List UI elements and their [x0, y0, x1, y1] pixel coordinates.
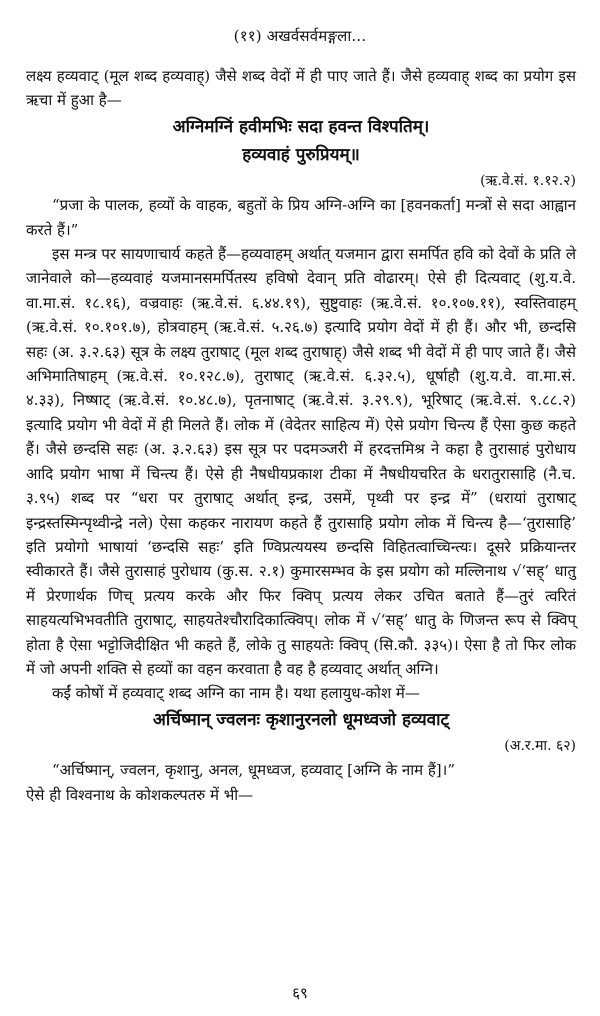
verse-line-2: हव्यवाहं पुरुप्रियम्॥ [242, 144, 360, 165]
page-body [26, 64, 576, 807]
translation-quote: “प्रजा के पालक, हव्यों के वाहक, बहुतों के प्रिय अग्नि-अग्नि का [हवनकर्ता] मन्त्रों से सदा आह्वान करते हैं।” [26, 196, 576, 239]
verse-line-1: अग्निमग्निं हवीमभिः सदा हवन्त विश्पतिम्। [172, 116, 430, 137]
kosha-translation: “अर्चिष्मान्, ज्वलन, कृशानु, अनल, धूमध्वज, हव्यवाट् [अग्नि के नाम हैं]।” [52, 761, 456, 780]
kosha-verse: अर्चिष्मान् ज्वलनः कृशानुरनलो धूमध्वजो हव्यवाट् [152, 709, 450, 730]
kosha-intro: कईं कोषों में हव्यवाट् शब्द अग्नि का नाम है। यथा हलायुध-कोश में— [52, 684, 420, 703]
verse-reference: (ऋ.वे.सं. १.१२.२) [480, 172, 576, 189]
commentary-paragraph: इस मन्त्र पर सायणाचार्य कहते हैं—हव्यवाहम् अर्थात् यजमान द्वारा समर्पित हवि को देवों के प्रति ले जानेवाले को—हव्यवाहं यजमानसमर्पितस्य हविषो देवान् प्रति वोढारम्। ऐसे ही दित्यवाट् (शु.य.वे. वा.मा.सं. १८.१६), वज्रवाहः (ऋ.वे.सं. ६.४४.१९), सुष्टुवाहः (ऋ.वे.सं. १०.१०७.११), स्वस्तिवाहम् (ऋ.वे.सं. १०.१०१.७), होत्रवाहम् (ऋ.वे.सं. ५.२६.७) इत्यादि प्रयोग वेदों में ही हैं। और भी, छन्दसि सहः (अ. ३.२.६३) सूत्र के लक्ष्य तुराषाट् (मूल शब्द तुराषाह्) जैसे शब्द भी वेदों में ही पाए जाते हैं। जैसे अभिमातिषाहम् (ऋ.वे.सं. १०.१२८.७), तुराषाट् (ऋ.वे.सं. ६.३२.५), धूर्षाहौ (शु.य.वे. वा.मा.सं. ४.३३), निष्षाट् (ऋ.वे.सं. १०.४८.७), पृतनाषाट् (ऋ.वे.सं. ३.२९.९), भूरिषाट् (ऋ.वे.सं. ९.८८.२) इत्यादि प्रयोग भी वेदों में ही मिलते हैं। लोक में (वेदेतर साहित्य में) ऐसे प्रयोग चिन्त्य हैं ऐसा कुछ कहते हैं। जैसे छन्दसि सहः (अ. ३.२.६३) इस सूत्र पर पदमञ्जरी में हरदत्तमिश्र ने कहा है तुरासाहं पुरोधाय आदि प्रयोग भाषा में चिन्त्य हैं। ऐसे ही नैषधीयप्रकाश टीका में नैषधीयचरित के धरातुरासाहि (नै.च. ३.९५) शब्द पर “धरा पर तुराषाट् अर्थात् इन्द्र, उसमें, पृथ्वी पर इन्द्र में” (धरायां तुराषाट् इन्द्रस्तस्मिन्पृथ्वीन्द्रे नले) ऐसा कहकर नारायण कहते हैं तुरासाहि प्रयोग लोक में चिन्त्य है—‘तुरासाहि’ इति प्रयोगो भाषायां ‘छन्दसि सहः’ इति ण्विप्रत्ययस्य छन्दसि विहितत्वाच्चिन्त्यः। दूसरे प्रक्रियान्तर स्वीकारते हैं। जैसे तुरासाहं पुरोधाय (कु.स. २.१) कुमारसम्भव के इस प्रयोग को मल्लिनाथ √‘सह्’ धातु में प्रेरणार्थक णिच् प्रत्यय करके और फिर क्विप् प्रत्यय लेकर उचित बताते हैं—तुरं त्वरितं साहयत्यभिभवतीति तुराषाट्, साहयतेश्चौरादिकात्क्विप्। लोक में √‘सह्’ धातु के णिजन्त रूप से क्विप् होता है ऐसा भट्टोजिदीक्षित भी कहते हैं, लोके तु साहयतेः क्विप् (सि.कौ. ३३५)। ऐसा है तो फिर लोक में जो अपनी शक्ति से हव्यों का वहन करवाता है वह है हव्यवाट् अर्थात् अग्नि। [26, 245, 576, 678]
paragraph-intro: लक्ष्य हव्यवाट् (मूल शब्द हव्यवाह्) जैसे शब्द वेदों में ही पाए जाते हैं। जैसे हव्यवाह् शब्द का प्रयोग इस ऋचा में हुआ है— [26, 67, 576, 110]
closing-line: ऐसे ही विश्वनाथ के कोशकल्पतरु में भी— [26, 785, 254, 804]
page-number: ६९ [292, 984, 308, 1002]
running-title: (११) अखर्वसर्वमङ्गला... [233, 27, 367, 45]
kosha-reference: (अ.र.मा. ६२) [504, 737, 576, 754]
